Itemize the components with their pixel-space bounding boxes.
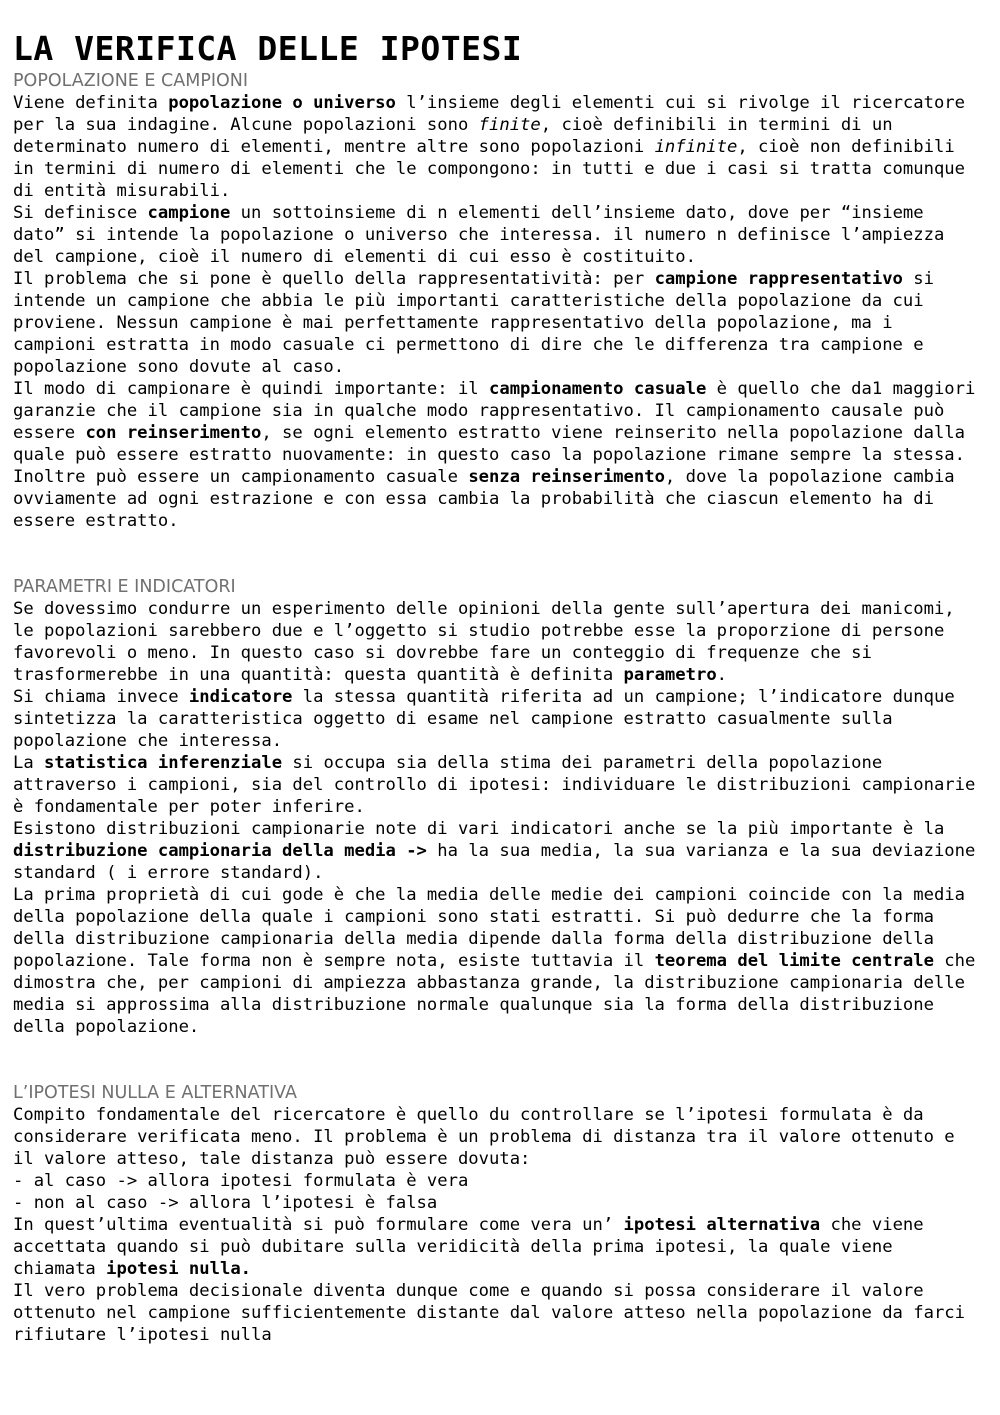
text-run: la stessa quantità riferita ad un campione; l’indicatore dunque sintetizza la caratteristica oggetto di esame nel campione estratto casualmente sulla popolazione che interessa.: [13, 687, 955, 751]
text-run: Inoltre può essere un campionamento casuale: [13, 467, 469, 487]
text-run: Viene definita: [13, 93, 169, 113]
section-spacer: [13, 1038, 976, 1082]
bold-term: distribuzione campionaria della media ->: [13, 841, 427, 861]
text-run: Compito fondamentale del ricercatore è quello du controllare se l’ipotesi formulata è da considerare verificata meno. Il problema è un problema di distanza tra il valore ottenuto e il valore atteso, tale distanza può essere dovuta:: [13, 1105, 955, 1169]
text-run: che dimostra che, per campioni di ampiezza abbastanza grande, la distribuzione campionaria delle media si approssima alla distribuzione normale qualunque sia la forma della distribuzione della popolazione.: [13, 951, 976, 1037]
text-run: Il vero problema decisionale diventa dunque come e quando si possa considerare il valore ottenuto nel campione sufficientemente distante dal valore atteso nella popolazione da farci rifiutare l’ipotesi nulla: [13, 1281, 965, 1345]
bold-term: popolazione o universo: [168, 93, 396, 113]
text-run: , dove la popolazione cambia ovviamente ad ogni estrazione e con essa cambia la probabilità che ciascun elemento ha di essere estratto.: [13, 467, 955, 531]
text-run: , cioè definibili in termini di un determinato numero di elementi, mentre altre sono popolazioni: [13, 115, 893, 157]
text-run: La: [13, 753, 45, 773]
paragraph: [13, 1104, 976, 1170]
bold-term: teorema del limite centrale: [654, 951, 934, 971]
bold-term: indicatore: [188, 687, 293, 707]
paragraph: [13, 598, 976, 686]
bold-term: campione: [147, 203, 231, 223]
text-run: si intende un campione che abbia le più importanti caratteristiche della popolazione da cui proviene. Nessun campione è mai perfettamente rappresentativo della popolazione, ma i campioni estratta in modo casuale ci permettono di dire che le differenza tra campione e popolazione sono dovute al caso.: [13, 269, 934, 377]
paragraph: [13, 202, 976, 268]
document-section: [13, 576, 976, 1038]
text-run: , se ogni elemento estratto viene reinserito nella popolazione dalla quale può essere estratto nuovamente: in questo caso la popolazione rimane sempre la stessa.: [13, 423, 966, 465]
text-run: si occupa sia della stima dei parametri della popolazione attraverso i campioni, sia del controllo di ipotesi: individuare le distribuzioni campionarie è fondamentale per poter inferire.: [13, 753, 976, 817]
paragraph: [13, 1192, 976, 1214]
text-run: , cioè non definibili in termini di numero di elementi che le compongono: in tutti e due i casi si tratta comunque di entità misurabili.: [13, 137, 965, 201]
bold-term: senza reinserimento: [468, 467, 665, 487]
section-paragraphs: [13, 598, 976, 1038]
paragraph: [13, 466, 976, 532]
paragraph: [13, 92, 976, 202]
text-run: .: [716, 665, 728, 685]
section-paragraphs: [13, 1104, 976, 1346]
bold-term: ipotesi alternativa: [623, 1215, 821, 1235]
document-body: [13, 70, 976, 1346]
paragraph: [13, 378, 976, 466]
text-run: Si chiama invece: [13, 687, 189, 707]
section-heading: L’IPOTESI NULLA E ALTERNATIVA: [13, 1083, 297, 1103]
document-section: [13, 70, 976, 532]
text-run: In quest’ultima eventualità si può formulare come vera un’: [13, 1215, 624, 1235]
text-run: è quello che da1 maggiori garanzie che il campione sia in qualche modo rappresentativo. Il campionamento causale può essere: [13, 379, 976, 443]
section-paragraphs: [13, 92, 976, 532]
paragraph: [13, 1170, 976, 1192]
paragraph: [13, 818, 976, 884]
text-run: - al caso -> allora ipotesi formulata è vera: [13, 1171, 469, 1191]
text-run: ha la sua media, la sua varianza e la sua deviazione standard ( i errore standard).: [13, 841, 976, 883]
text-run: Si definisce: [13, 203, 148, 223]
paragraph: [13, 1214, 976, 1280]
document-section: [13, 1082, 976, 1346]
document-title: LA VERIFICA DELLE IPOTESI: [13, 29, 523, 68]
text-run: Esistono distribuzioni campionarie note di vari indicatori anche se la più importante è la: [13, 819, 945, 839]
text-run: l’insieme degli elementi cui si rivolge il ricercatore per la sua indagine. Alcune popolazioni sono: [13, 93, 966, 135]
text-run: un sottoinsieme di n elementi dell’insieme dato, dove per “insieme dato” si intende la popolazione o universo che interessa. il numero n definisce l’ampiezza del campione, cioè il numero di elementi di cui esso è costituito.: [13, 203, 945, 267]
bold-term: con reinserimento: [85, 423, 262, 443]
bold-term: campione rappresentativo: [654, 269, 903, 289]
italic-term: finite: [478, 115, 541, 135]
text-run: Il modo di campionare è quindi importante: il: [13, 379, 489, 399]
text-run: La prima proprietà di cui gode è che la media delle medie dei campioni coincide con la media della popolazione della quale i campioni sono stati estratti. Si può dedurre che la forma della distribuzione campionaria della media dipende dalla forma della distribuzione della popolazione. Tale forma non è sempre nota, esiste tuttavia il: [13, 885, 965, 971]
bold-term: statistica inferenziale: [44, 753, 283, 773]
section-heading: PARAMETRI E INDICATORI: [13, 577, 236, 597]
text-run: - non al caso -> allora l’ipotesi è falsa: [13, 1193, 438, 1213]
bold-term: parametro: [623, 665, 717, 685]
paragraph: [13, 268, 976, 378]
paragraph: [13, 752, 976, 818]
paragraph: [13, 686, 976, 752]
text-run: Il problema che si pone è quello della rappresentatività: per: [13, 269, 655, 289]
section-heading: POPOLAZIONE E CAMPIONI: [13, 71, 249, 91]
italic-term: infinite: [654, 137, 738, 157]
paragraph: [13, 884, 976, 1038]
text-run: Se dovessimo condurre un esperimento delle opinioni della gente sull’apertura dei manicomi, le popolazioni sarebbero due e l’oggetto si studio potrebbe esse la proporzione di persone favorevoli o meno. In questo caso si dovrebbe fare un conteggio di frequenze che si trasformerebbe in una quantità: questa quantità è definita: [13, 599, 955, 685]
bold-term: campionamento casuale: [489, 379, 707, 399]
text-run: che viene accettata quando si può dubitare sulla veridicità della prima ipotesi, la quale viene chiamata: [13, 1215, 924, 1279]
bold-term: ipotesi nulla.: [106, 1259, 252, 1279]
section-spacer: [13, 532, 976, 576]
paragraph: [13, 1280, 976, 1346]
